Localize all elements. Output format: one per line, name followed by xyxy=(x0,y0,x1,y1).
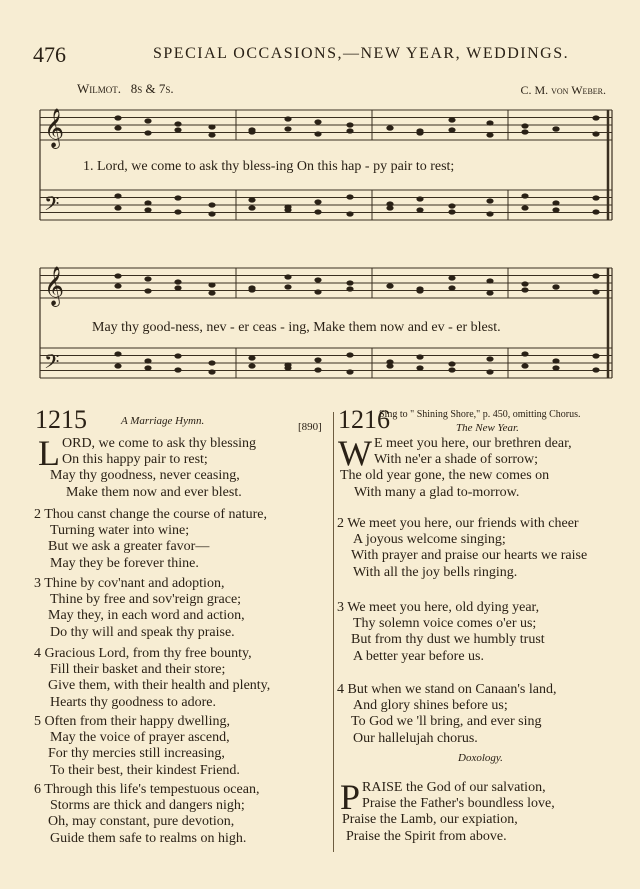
note-head xyxy=(314,131,321,136)
hymn-1216-subtitle: The New Year. xyxy=(456,422,519,434)
stanza-line: A joyous welcome singing; xyxy=(353,532,506,548)
hymn-1215-stanza-6 xyxy=(34,782,259,847)
stanza-line: Thy solemn voice comes o'er us; xyxy=(353,616,537,632)
note-head xyxy=(144,288,151,293)
note-head xyxy=(208,360,215,365)
stanza-line: May they be forever thine. xyxy=(50,555,199,571)
composer: C. M. von Weber. xyxy=(520,83,606,97)
stanza-line: 4 But when we stand on Canaan's land, xyxy=(337,682,557,697)
column-divider xyxy=(333,412,334,852)
note-head xyxy=(346,194,353,199)
note-head xyxy=(248,355,255,360)
note-head xyxy=(114,363,121,368)
note-head xyxy=(314,357,321,362)
stanza-line: A better year before us. xyxy=(353,648,484,664)
page-title: SPECIAL OCCASIONS,—NEW YEAR, WEDDINGS. xyxy=(153,45,570,62)
stanza-line: Storms are thick and dangers nigh; xyxy=(50,798,245,814)
note-head xyxy=(314,199,321,204)
stanza-line: But we ask a greater favor— xyxy=(48,539,210,555)
note-head xyxy=(486,132,493,137)
stanza-line: 2 We meet you here, our friends with cheer xyxy=(337,516,579,531)
doxology-label: Doxology. xyxy=(458,752,503,764)
note-head xyxy=(208,211,215,216)
page-number: 476 xyxy=(33,42,66,67)
stanza-line: 3 We meet you here, old dying year, xyxy=(337,600,540,615)
note-head xyxy=(144,276,151,281)
stanza-line: Praise the Father's boundless love, xyxy=(362,796,555,812)
hymn-1216-stanza-3 xyxy=(337,600,545,665)
drop-cap: P xyxy=(340,777,361,817)
stanza-line: Fill their basket and their store; xyxy=(50,662,226,678)
note-head xyxy=(284,116,291,121)
stanza-line: May thy goodness, never ceasing, xyxy=(50,468,240,484)
hymn-1215-stanza-3 xyxy=(34,576,245,641)
note-head xyxy=(174,121,181,126)
stanza-line: To their best, their kindest Friend. xyxy=(50,762,240,778)
note-head xyxy=(208,282,215,287)
hymn-1215-stanza-4 xyxy=(34,646,270,711)
hymn-1215-stanza-5 xyxy=(34,714,240,779)
hymn-1216-stanza-1 xyxy=(338,433,628,501)
stanza-line: 6 Through this life's tempestuous ocean, xyxy=(34,782,260,797)
note-head xyxy=(346,122,353,127)
note-head xyxy=(552,200,559,205)
hymn-number-1216: 1216 xyxy=(338,405,390,434)
drop-cap: W xyxy=(338,433,372,473)
note-head xyxy=(486,290,493,295)
note-head xyxy=(448,361,455,366)
note-head xyxy=(448,275,455,280)
note-head xyxy=(144,130,151,135)
note-head xyxy=(416,130,423,135)
stanza-line: Give them, with their health and plenty, xyxy=(48,678,271,694)
stanza-line: On this happy pair to rest; xyxy=(62,452,208,468)
note-head xyxy=(592,367,599,372)
note-head xyxy=(486,369,493,374)
stanza-line: ORD, we come to ask thy blessing xyxy=(62,436,257,451)
stanza-line: May the voice of prayer ascend, xyxy=(50,730,230,746)
note-head xyxy=(144,207,151,212)
hymn-number-1215: 1215 xyxy=(35,405,87,434)
stanza-line: Praise the Spirit from above. xyxy=(346,828,507,844)
note-head xyxy=(114,125,121,130)
note-head xyxy=(521,351,528,356)
note-head xyxy=(248,363,255,368)
note-head xyxy=(552,126,559,131)
note-head xyxy=(521,123,528,128)
note-head xyxy=(114,193,121,198)
stanza-line: For thy mercies still increasing, xyxy=(48,746,225,762)
stanza-line: But from thy dust we humbly trust xyxy=(351,632,545,648)
hymn-1216-stanza-4 xyxy=(337,682,556,747)
stanza-line: Oh, may constant, pure devotion, xyxy=(48,814,235,830)
note-head xyxy=(346,369,353,374)
note-head xyxy=(486,198,493,203)
note-head xyxy=(208,124,215,129)
note-head xyxy=(144,365,151,370)
note-head xyxy=(448,203,455,208)
note-head xyxy=(448,285,455,290)
note-head xyxy=(174,195,181,200)
note-head xyxy=(346,128,353,133)
note-head xyxy=(248,197,255,202)
note-head xyxy=(346,211,353,216)
note-head xyxy=(114,351,121,356)
note-head xyxy=(521,281,528,286)
stanza-line: E meet you here, our brethren dear, xyxy=(373,436,572,451)
music-score xyxy=(0,0,640,400)
hymn-1216-stanza-2 xyxy=(337,516,587,581)
note-head xyxy=(346,352,353,357)
drop-cap: L xyxy=(38,433,60,473)
stanza-line: Thine by free and sov'reign grace; xyxy=(50,592,242,608)
note-head xyxy=(448,367,455,372)
note-head xyxy=(521,205,528,210)
note-head xyxy=(416,354,423,359)
note-head xyxy=(521,193,528,198)
note-head xyxy=(144,118,151,123)
note-head xyxy=(386,125,393,130)
note-head xyxy=(552,207,559,212)
note-head xyxy=(174,209,181,214)
note-head xyxy=(174,367,181,372)
note-head xyxy=(521,363,528,368)
stanza-line: Hearts thy goodness to adore. xyxy=(50,694,217,710)
stanza-line: With many a glad to-morrow. xyxy=(354,484,520,500)
note-head xyxy=(314,367,321,372)
note-head xyxy=(144,200,151,205)
note-head xyxy=(416,207,423,212)
note-head xyxy=(114,273,121,278)
stanza-line: 3 Thine by cov'nant and adoption, xyxy=(34,576,225,591)
note-head xyxy=(552,365,559,370)
stanza-line: 2 Thou canst change the course of nature, xyxy=(34,507,267,522)
note-head xyxy=(386,363,393,368)
tune-meter: 8s & 7s. xyxy=(130,81,174,96)
note-head xyxy=(284,274,291,279)
stanza-line: The old year gone, the new comes on xyxy=(340,468,550,484)
note-head xyxy=(314,119,321,124)
stanza-line: Make them now and ever blest. xyxy=(66,484,242,500)
note-head xyxy=(386,205,393,210)
note-head xyxy=(448,209,455,214)
stanza-line: Our hallelujah chorus. xyxy=(353,730,478,746)
bass-clef-icon: 𝄢 xyxy=(44,350,60,378)
note-head xyxy=(592,131,599,136)
note-head xyxy=(248,129,255,134)
note-head xyxy=(486,356,493,361)
note-head xyxy=(114,115,121,120)
stanza-line: RAISE the God of our salvation, xyxy=(362,780,546,795)
stanza-line: Praise the Lamb, our expiation, xyxy=(342,812,518,828)
note-head xyxy=(114,205,121,210)
note-head xyxy=(144,358,151,363)
note-head xyxy=(174,353,181,358)
note-head xyxy=(552,358,559,363)
stanza-line: To God we 'll bring, and ever sing xyxy=(351,714,542,730)
note-head xyxy=(346,280,353,285)
note-head xyxy=(208,290,215,295)
hymn-1215-cross-ref: [890] xyxy=(298,421,322,433)
note-head xyxy=(314,289,321,294)
note-head xyxy=(208,369,215,374)
hymn-1216-tune-reference: Sing to " Shining Shore," p. 450, omitting Chorus. xyxy=(379,409,581,420)
stanza-line: With all the joy bells ringing. xyxy=(353,564,518,580)
note-head xyxy=(486,278,493,283)
note-head xyxy=(592,115,599,120)
hymn-1215-stanza-2 xyxy=(34,507,267,572)
note-head xyxy=(346,286,353,291)
stanza-line: With prayer and praise our hearts we raise xyxy=(351,548,588,564)
note-head xyxy=(284,284,291,289)
stanza-line: Do thy will and speak thy praise. xyxy=(50,624,235,640)
tune-name: Wilmot. xyxy=(77,81,122,96)
note-head xyxy=(174,127,181,132)
note-head xyxy=(416,288,423,293)
stanza-line: With ne'er a shade of sorrow; xyxy=(373,452,539,468)
note-head xyxy=(386,283,393,288)
note-head xyxy=(448,127,455,132)
note-head xyxy=(592,209,599,214)
note-head xyxy=(521,287,528,292)
note-head xyxy=(416,196,423,201)
note-head xyxy=(521,129,528,134)
note-head xyxy=(174,285,181,290)
note-head xyxy=(592,289,599,294)
note-head xyxy=(208,132,215,137)
note-head xyxy=(284,126,291,131)
music-lyrics-line-1: 1. Lord, we come to ask thy bless-ing On this hap - py pair to rest; xyxy=(83,159,455,174)
note-head xyxy=(248,205,255,210)
note-head xyxy=(552,284,559,289)
note-head xyxy=(314,209,321,214)
note-head xyxy=(592,195,599,200)
music-lyrics-line-2: May thy good-ness, nev - er ceas - ing, Make them now and ev - er blest. xyxy=(92,320,501,335)
doxology-stanza xyxy=(340,777,630,845)
hymn-1215-stanza-1 xyxy=(38,433,328,501)
note-head xyxy=(114,283,121,288)
note-head xyxy=(448,117,455,122)
note-head xyxy=(284,207,291,212)
stanza-line: Turning water into wine; xyxy=(50,523,190,539)
stanza-line: Guide them safe to realms on high. xyxy=(50,830,247,846)
note-head xyxy=(174,279,181,284)
note-head xyxy=(284,365,291,370)
treble-clef-icon: 𝄞 xyxy=(44,108,65,148)
stanza-line: May they, in each word and action, xyxy=(48,608,245,624)
hymn-1215-subtitle: A Marriage Hymn. xyxy=(121,415,205,427)
note-head xyxy=(248,287,255,292)
treble-clef-icon: 𝄞 xyxy=(44,266,65,306)
note-head xyxy=(592,273,599,278)
note-head xyxy=(314,277,321,282)
stanza-line: And glory shines before us; xyxy=(353,698,508,714)
note-head xyxy=(486,211,493,216)
note-head xyxy=(416,365,423,370)
note-head xyxy=(486,120,493,125)
bass-clef-icon: 𝄢 xyxy=(44,192,60,220)
stanza-line: 5 Often from their happy dwelling, xyxy=(34,714,230,729)
stanza-line: 4 Gracious Lord, from thy free bounty, xyxy=(34,646,252,661)
note-head xyxy=(208,202,215,207)
note-head xyxy=(592,353,599,358)
